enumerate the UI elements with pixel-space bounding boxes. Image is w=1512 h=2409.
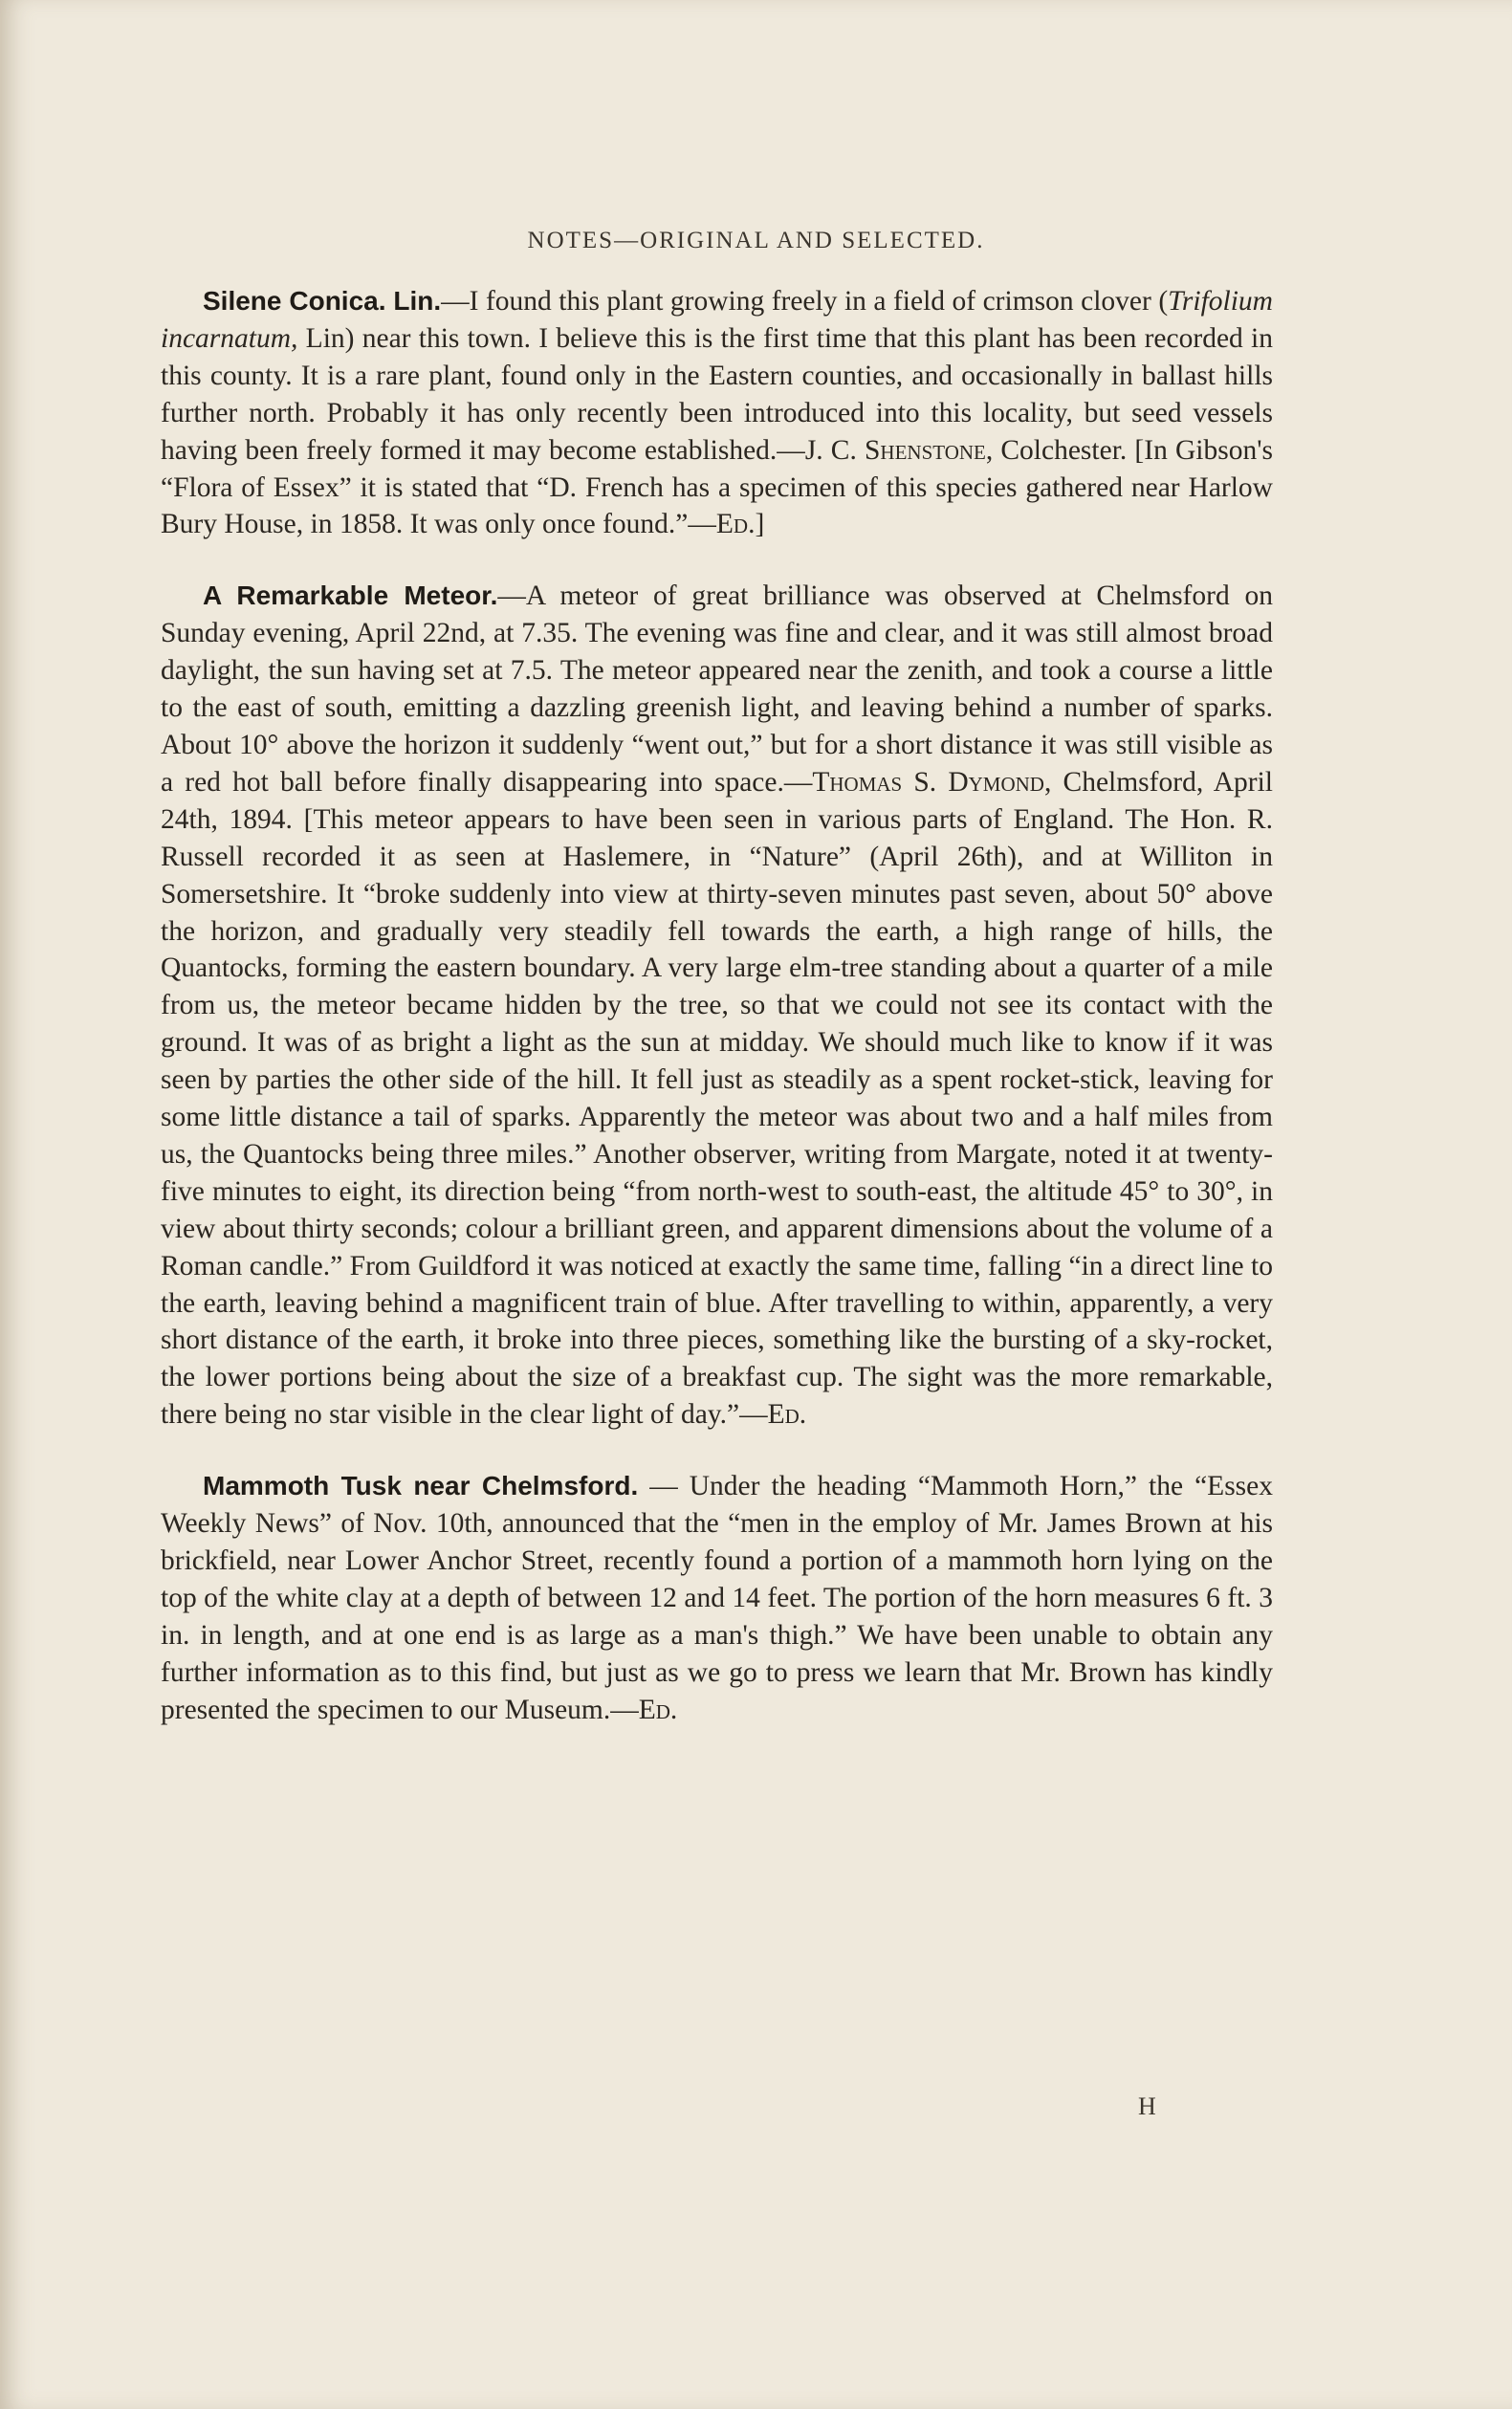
note-text: —A meteor of great brilliance was observed at Chelmsford on Sunday evening, April 22nd, at 7.35. The evening was fine and clear, and it was still almost broad daylight, the sun having set at 7.5. The meteor appeared near the zenith, and took a course a little to the east of south, emitting a dazzling greenish light, and leaving behind a number of sparks. About 10° above the horizon it suddenly “went out,” but for a short distance it was still visible as a red hot ball before finally disappearing into space.— [161, 580, 1273, 798]
signature-mark: H [1138, 2092, 1156, 2120]
editor-initials: Ed. [638, 1694, 678, 1725]
note-text: , Colchester. [In Gibson's “Flora of Essex” it is stated that “D. French has a specimen of this species gathered near Harlow Bury House, in 1858. It was only once found.”— [161, 434, 1273, 540]
author-name: J. C. Shenstone [804, 434, 986, 466]
note-remarkable-meteor [161, 578, 1273, 1434]
note-text: — Under the heading “Mammoth Horn,” the “Essex Weekly News” of Nov. 10th, announced that the “men in the employ of Mr. James Brown at his brickfield, near Lower Anchor Street, recently found a portion of a mammoth horn lying on the top of the white clay at a depth of between 12 and 14 feet. The portion of the horn measures 6 ft. 3 in. in length, and at one end is as large as a man's thigh.” We have been unable to obtain any further information as to this find, but just as we go to press we learn that Mr. Brown has kindly presented the specimen to our Museum.— [161, 1471, 1274, 1725]
note-text: ] [755, 509, 765, 540]
note-silene-conica [161, 283, 1273, 543]
note-heading: A Remarkable Meteor. [203, 580, 498, 611]
note-heading: Silene Conica. Lin. [203, 286, 442, 316]
running-header: NOTES—ORIGINAL AND SELECTED. [527, 228, 985, 253]
note-text: —I found this plant growing freely in a field of crimson clover ( [441, 286, 1169, 317]
species-name: Trifolium incarnatum, [161, 286, 1273, 354]
author-name: Thomas S. Dymond [812, 766, 1044, 798]
note-text: Lin) near this town. I believe this is the first time that this plant has been recorded in this county. It is a rare plant, found only in the Eastern counties, and occasionally in ballast hills further north. Probably it has only recently been introduced into this locality, but seed vessels having been freely formed it may become established.— [161, 322, 1273, 466]
page-body [161, 283, 1273, 1763]
note-heading: Mammoth Tusk near Chelmsford. [203, 1471, 639, 1501]
editor-initials: Ed. [767, 1399, 807, 1431]
note-mammoth-tusk [161, 1468, 1273, 1728]
editor-initials: Ed. [715, 509, 756, 540]
note-text: , Chelmsford, April 24th, 1894. [This meteor appears to have been seen in various parts of England. The Hon. R. Russell recorded it as seen at Haslemere, in “Nature” (April 26th), and at Williton in Somersetshire. It “broke suddenly into view at thirty-seven minutes past seven, about 50° above the horizon, and gradually very steadily fell towards the earth, a high range of hills, the Quantocks, forming the eastern boundary. A very large elm-tree standing about a quarter of a mile from us, the meteor became hidden by the tree, so that we could not see its contact with the ground. It was of as bright a light as the sun at midday. We should much like to know if it was seen by parties the other side of the hill. It fell just as steadily as a spent rocket-stick, leaving for some little distance a tail of sparks. Apparently the meteor was about two and a half miles from us, the Quantocks being three miles.” Another observer, writing from Margate, noted it at twenty-five minutes to eight, its direction being “from north-west to south-east, the altitude 45° to 30°, in view about thirty seconds; colour a brilliant green, and apparent dimensions about the volume of a Roman candle.” From Guildford it was noticed at exactly the same time, falling “in a direct line to the earth, leaving behind a magnificent train of blue. After travelling to within, apparently, a very short distance of the earth, it broke into three pieces, something like the bursting of a sky-rocket, the lower portions being about the size of a breakfast cup. The sight was the more remarkable, there being no star visible in the clear light of day.”— [161, 766, 1273, 1431]
